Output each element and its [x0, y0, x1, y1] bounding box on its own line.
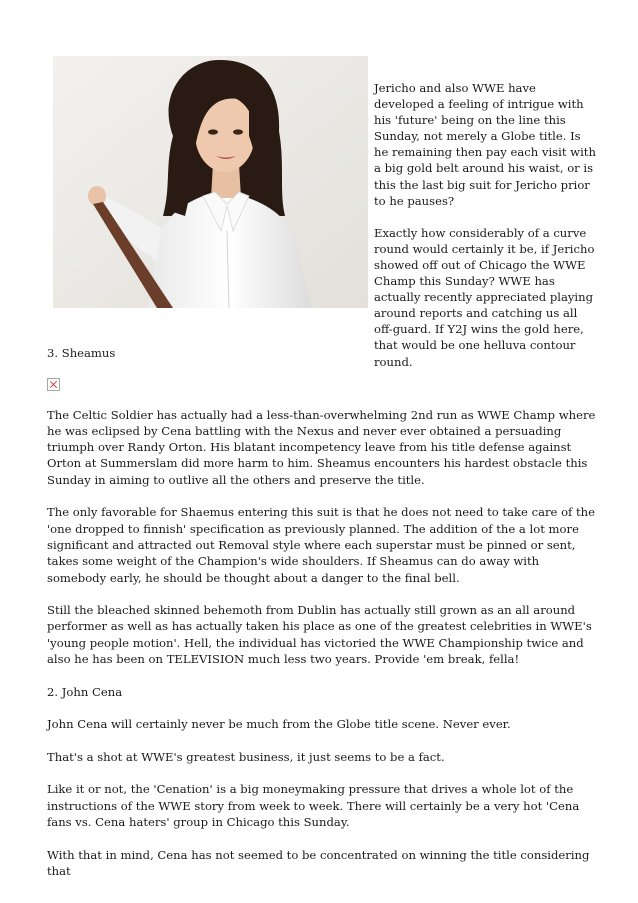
- sheamus-paragraph-3: Still the bleached skinned behemoth from Dublin has actually still grown as an all around performer as well as has actually taken his place as one of the greatest celebrities in WWE's 'young people motion'. Hell, the individual has victoried the WWE Championship twice and also he has been on TELEVISION much less two years. Provide 'em break, fella!: [47, 603, 592, 667]
- section-heading-cena: 2. John Cena: [47, 684, 123, 699]
- sheamus-paragraph-2: The only favorable for Shaemus entering this suit is that he does not need to take care of the 'one dropped to finnish' specification as previously planned. The addition of the a lot more significant and attracted out Removal style where each superstar must be pinned or sent, takes some weight of the Champion's wide shoulders. If Sheamus can do away with somebody early, he should be thought about a danger to the final bell.: [47, 505, 596, 585]
- broken-image-placeholder: [47, 378, 599, 407]
- broken-image-icon: [47, 378, 60, 391]
- sheamus-paragraph-1: The Celtic Soldier has actually had a less-than-overwhelming 2nd run as WWE Champ where he was eclipsed by Cena battling with the Nexus and never ever obtained a persuading triumph over Randy Orton. His blatant incompetency leave from his title defense against Orton at Summerslam did more harm to him. Sheamus encounters his hardest obstacle this Sunday in aiming to outlive all the others and preserve the title.: [47, 407, 596, 487]
- cena-paragraph-1: John Cena will certainly never be much from the Globe title scene. Never ever.: [47, 717, 511, 732]
- main-article-text: [47, 345, 599, 896]
- cena-paragraph-4: With that in mind, Cena has not seemed to be concentrated on winning the title considering that: [47, 847, 590, 878]
- side-paragraph-2: Exactly how considerably of a curve round would certainly it be, if Jericho showed off out of Chicago the WWE Champ this Sunday? WWE has actually recently appreciated playing around reports and catching us all off-guard. If Y2J wins the gold here, that would be one helluva contour round.: [374, 225, 595, 369]
- cena-paragraph-2: That's a shot at WWE's greatest business, it just seems to be a fact.: [47, 749, 445, 764]
- section-heading-sheamus: 3. Sheamus: [47, 346, 116, 360]
- side-paragraph-1: Jericho and also WWE have developed a feeling of intrigue with his 'future' being on the line this Sunday, not merely a Globe title. Is he remaining then pay each visit with a big gold belt around his waist, or is this the last big suit for Jericho prior to he pauses?: [374, 81, 596, 208]
- cena-paragraph-3: Like it or not, the 'Cenation' is a big moneymaking pressure that drives a whole lot of the instructions of the WWE story from week to week. There will certainly be a very hot 'Cena fans vs. Cena haters' group in Chicago this Sunday.: [47, 782, 580, 830]
- woman-photo-illustration: [53, 56, 368, 308]
- woman-photo: [53, 56, 368, 308]
- side-column-text: [374, 80, 596, 386]
